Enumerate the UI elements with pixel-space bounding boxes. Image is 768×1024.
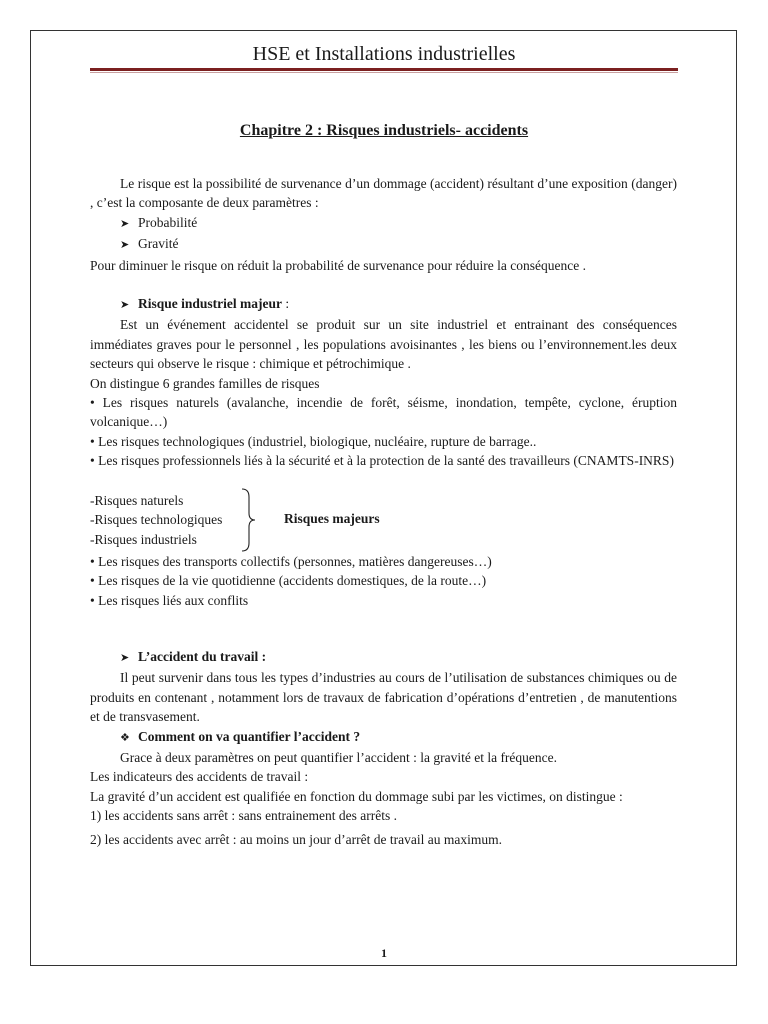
document-body <box>90 174 677 849</box>
curly-brace-icon <box>240 487 262 553</box>
arrow-bullet-icon: ➤ <box>120 299 130 312</box>
risque-majeur-definition: Est un événement accidentel se produit sur un site industriel et entrainant des conséquences immédiates graves pour le personnel , les populations avoisinantes , les biens ou l’environnement.les deux secteurs qui observe le risque : chimique et pétrochimique . <box>90 317 677 372</box>
quantifier-paragraph: Grace à deux paramètres on peut quantifier l’accident : la gravité et la fréquence. <box>120 749 558 765</box>
group-item: -Risques industriels <box>90 531 197 547</box>
header-rule-shadow <box>90 72 678 73</box>
bullet-item: • Les risques naturels (avalanche, incendie de forêt, séisme, inondation, tempête, cyclone, éruption volcanique…) <box>90 395 677 430</box>
arrow-bullet-icon: ➤ <box>120 239 130 252</box>
arrow-bullet-icon: ➤ <box>120 651 130 664</box>
header-rule <box>90 68 678 71</box>
risques-majeurs-group <box>90 491 677 549</box>
sub-heading-quantifier: ❖ Comment on va quantifier l’accident ? <box>90 727 677 748</box>
gravite-paragraph: La gravité d’un accident est qualifiée en fonction du dommage subi par les victimes, on distingue : <box>90 788 623 804</box>
diamond-bullet-icon: ❖ <box>120 731 130 744</box>
group-item: -Risques technologiques <box>90 512 223 528</box>
indicateurs-paragraph: Les indicateurs des accidents de travail : <box>90 769 309 785</box>
page-number: 1 <box>381 946 387 960</box>
risque-families-intro: On distingue 6 grandes familles de risques <box>90 375 320 391</box>
numbered-item: 1) les accidents sans arrêt : sans entrainement des arrêts . <box>90 808 398 824</box>
bullet-item: • Les risques liés aux conflits <box>90 592 249 608</box>
bullet-item: • Les risques des transports collectifs (personnes, matières dangereuses…) <box>90 553 492 569</box>
header-title: HSE et Installations industrielles <box>252 43 516 65</box>
numbered-item: 2) les accidents avec arrêt : au moins un jour d’arrêt de travail au maximum. <box>90 831 502 847</box>
chapter-title: Chapitre 2 : Risques industriels- accidents <box>239 122 529 139</box>
accident-definition: Il peut survenir dans tous les types d’industries au cours de l’utilisation de substances chimiques ou de produits en contenant , notamment lors de travaux de fabrication d’opérations d’entretien , de manutentions et de transvasement. <box>90 670 677 725</box>
bullet-item: • Les risques technologiques (industriel, biologique, nucléaire, rupture de barrage.. <box>90 433 537 449</box>
list-item: ➤ Probabilité <box>90 213 677 234</box>
intro-paragraph: Le risque est la possibilité de survenance d’un dommage (accident) résultant d’une exposition (danger) , c’est la composante de deux paramètres : <box>90 176 677 211</box>
group-item: -Risques naturels <box>90 492 184 508</box>
section-heading-accident: ➤ L’accident du travail : <box>90 647 677 668</box>
group-label: Risques majeurs <box>284 510 380 526</box>
intro-conclusion: Pour diminuer le risque on réduit la probabilité de survenance pour réduire la conséquence . <box>90 257 586 273</box>
bullet-item: • Les risques de la vie quotidienne (accidents domestiques, de la route…) <box>90 573 487 589</box>
section-heading-risque-majeur: ➤ Risque industriel majeur : <box>90 294 677 315</box>
list-item: ➤ Gravité <box>90 234 677 255</box>
bullet-item: • Les risques professionnels liés à la sécurité et à la protection de la santé des travailleurs (CNAMTS-INRS) <box>90 453 674 469</box>
arrow-bullet-icon: ➤ <box>120 217 130 230</box>
